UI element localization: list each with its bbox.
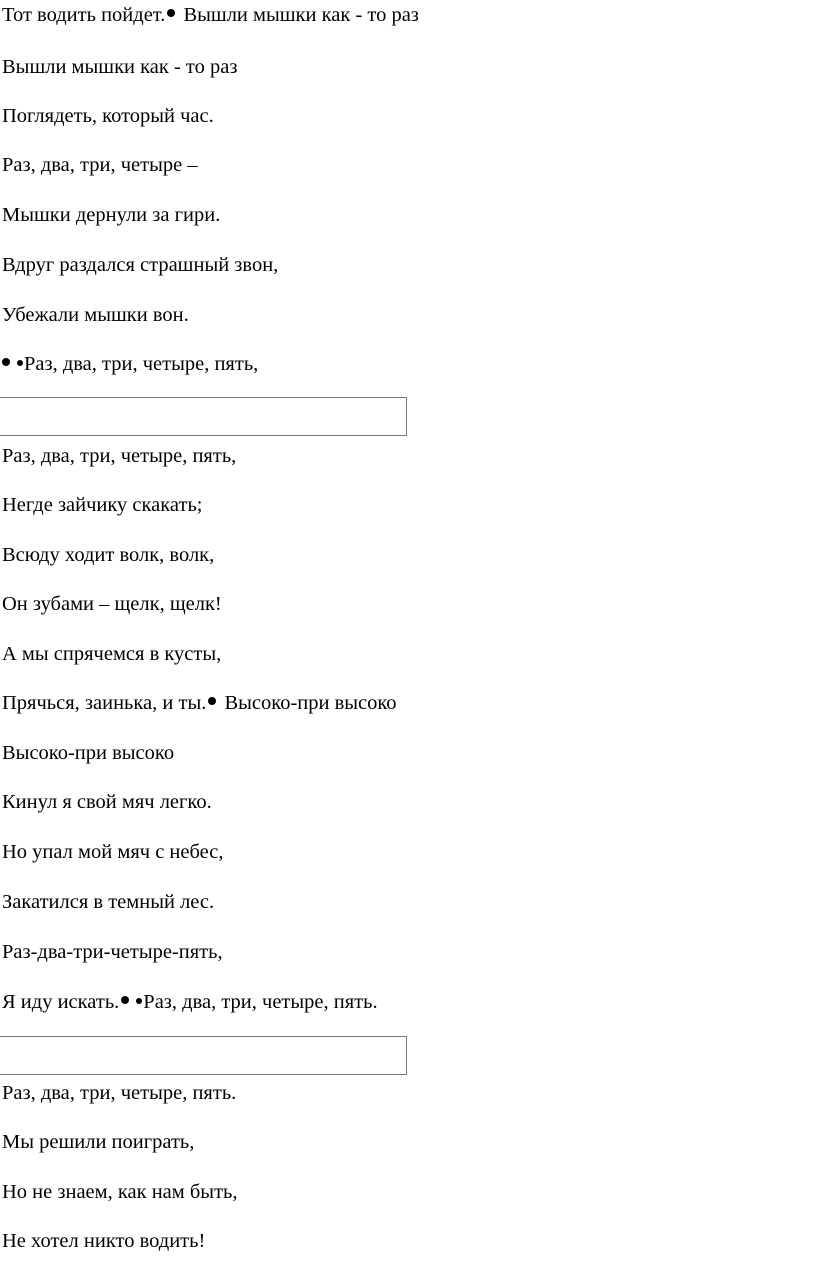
line-text: Я иду искать. (2, 991, 120, 1013)
poem-line: Негде зайчику скакать; (2, 494, 203, 516)
line-text: Раз, два, три, четыре, пять. (143, 991, 378, 1013)
poem-line: Поглядеть, который час. (2, 105, 214, 127)
poem-line: Кинул я свой мяч легко. (2, 791, 212, 813)
poem-line: Вдруг раздался страшный звон, (2, 254, 279, 276)
poem-line (2, 3, 419, 27)
poem-line (2, 691, 397, 715)
poem-line: Высоко-при высоко (2, 742, 175, 764)
small-bullet-icon (136, 998, 142, 1004)
line-text: Раз, два, три, четыре, пять, (24, 353, 259, 375)
poem-line: Мышки дернули за гири. (2, 204, 221, 226)
bullet-icon (167, 9, 175, 17)
poem-line: Не хотел никто водить! (2, 1230, 206, 1252)
poem-line: Вышли мышки как - то раз (2, 56, 238, 78)
poem-line: Закатился в темный лес. (2, 891, 215, 913)
poem-line: Но не знаем, как нам быть, (2, 1181, 238, 1203)
poem-line: Но упал мой мяч с небес, (2, 841, 224, 863)
line-text: Вышли мышки как - то раз (178, 4, 419, 26)
poem-line: Всюду ходит волк, волк, (2, 544, 215, 566)
bullet-icon (2, 358, 10, 366)
poem-line: Раз, два, три, четыре – (2, 154, 198, 176)
poem-line: Раз-два-три-четыре-пять, (2, 941, 223, 963)
poem-line (2, 990, 378, 1014)
line-text: Тот водить пойдет. (2, 4, 166, 26)
blank-text-field[interactable] (0, 397, 407, 436)
blank-text-field[interactable] (0, 1036, 407, 1075)
small-bullet-icon (17, 360, 23, 366)
poem-line (2, 352, 258, 376)
poem-line: Раз, два, три, четыре, пять, (2, 445, 237, 467)
poem-line: Убежали мышки вон. (2, 304, 189, 326)
line-text: Прячься, заинька, и ты. (2, 692, 207, 714)
bullet-icon (121, 996, 129, 1004)
poem-line: Раз, два, три, четыре, пять. (2, 1082, 237, 1104)
bullet-icon (208, 697, 216, 705)
poem-line: Мы решили поиграть, (2, 1131, 195, 1153)
poem-line: Он зубами – щелк, щелк! (2, 593, 222, 615)
line-text: Высоко-при высоко (219, 692, 397, 714)
poem-line: А мы спрячемся в кусты, (2, 643, 222, 665)
